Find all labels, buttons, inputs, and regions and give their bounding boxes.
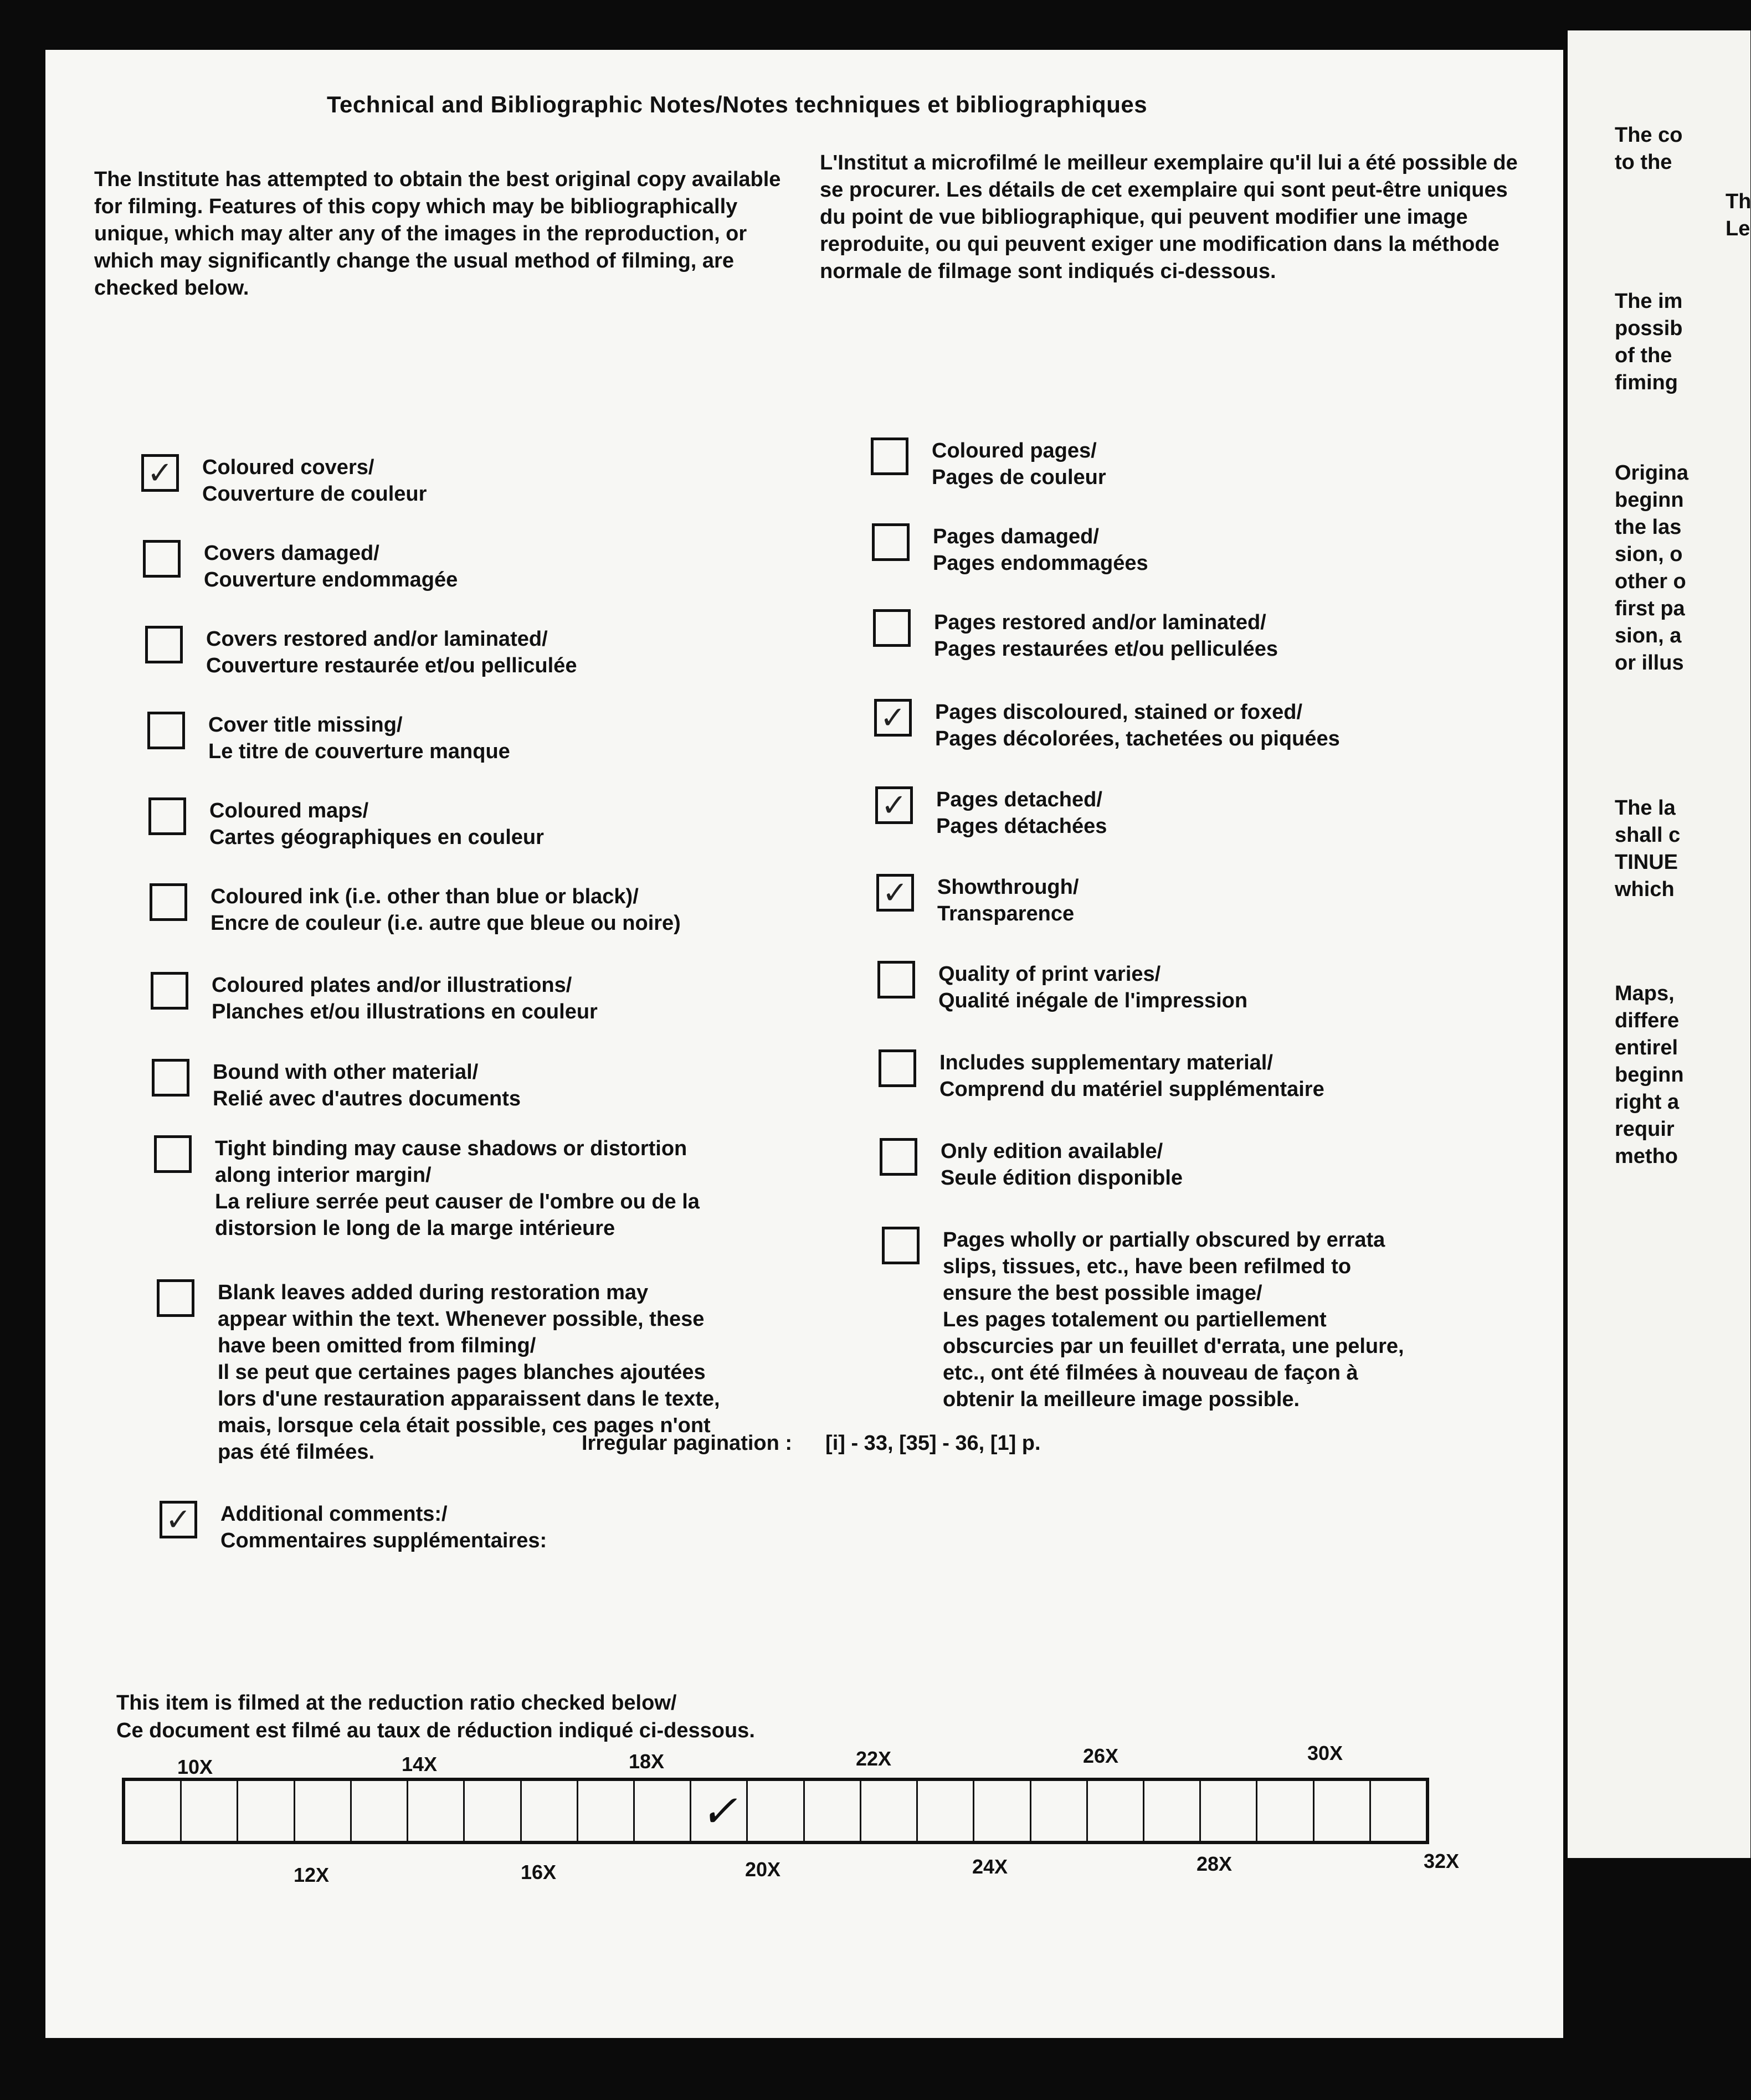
next-page-fragment: Th Le [1726,190,1751,240]
checkbox-label: Additional comments:/ Commentaires supplémentaires: [220,1502,547,1552]
ratio-cell[interactable] [1314,1781,1371,1841]
ratio-cell[interactable] [125,1781,182,1841]
checkbox-label: Includes supplementary material/ Comprend du matériel supplémentaire [939,1051,1324,1101]
ratio-cell[interactable] [465,1781,521,1841]
ratio-cell[interactable] [805,1781,861,1841]
ratio-cell[interactable] [522,1781,578,1841]
checkbox[interactable]: ✓ [141,454,179,492]
checkbox[interactable]: ✓ [874,699,912,737]
checkbox-label: Quality of print varies/ Qualité inégale de l'impression [938,962,1248,1012]
checkbox-item-cover-title-missing [147,712,510,765]
ratio-label: 30X [1307,1742,1343,1764]
checkbox-label: Coloured maps/ Cartes géographiques en couleur [209,799,544,849]
next-page-fragment: The im possib of the fiming [1615,290,1683,394]
intro-english: The Institute has attempted to obtain the best original copy available for filming. Features of this copy which may be bibliographically unique, which may alter any of the images in the reproduction, or which may significantly change the usual method of filming, are checked below. [94,168,781,300]
ratio-cell[interactable] [1144,1781,1201,1841]
checkbox-label: Pages detached/ Pages détachées [936,788,1107,838]
checkbox-label: Pages restored and/or laminated/ Pages restaurées et/ou pelliculées [934,611,1278,661]
checkbox[interactable]: ✓ [160,1501,197,1538]
checkbox-label: Coloured pages/ Pages de couleur [932,439,1106,489]
ratio-cell[interactable] [1031,1781,1088,1841]
checkbox[interactable] [882,1227,920,1264]
checkbox-label: Coloured plates and/or illustrations/ Planches et/ou illustrations en couleur [212,974,598,1023]
checkbox[interactable] [872,523,910,561]
checkbox-label: Pages wholly or partially obscured by errata slips, tissues, etc., have been refilmed to ensure the best possible image/ Les pages totalement ou partiellement obscurcies par un feuillet d'errata, une pelure, etc., ont été filmées à nouveau de façon à obtenir la meilleure image possible. [943,1228,1404,1411]
checkbox-label: Showthrough/ Transparence [937,876,1079,925]
ratio-label: 26X [1083,1744,1119,1767]
comment-value: [i] - 33, [35] - 36, [1] p. [825,1432,1041,1455]
comment-label: Irregular pagination : [582,1432,793,1455]
ratio-label: 20X [745,1858,781,1881]
checkbox-item-additional-comments [160,1501,547,1554]
reduction-ratio-grid [122,1778,1429,1844]
checkbox-label: Coloured covers/ Couverture de couleur [202,456,427,506]
ratio-label: 24X [972,1855,1008,1878]
checkbox[interactable] [151,972,188,1010]
ratio-cell[interactable] [1201,1781,1257,1841]
ratio-cell[interactable] [635,1781,691,1841]
checkbox-item-pages-detached [875,786,1107,840]
checkbox-item-supplementary-material [879,1049,1324,1103]
next-page-fragment: Maps, differe entirel beginn right a requir metho [1615,982,1684,1168]
checkbox-label: Only edition available/ Seule édition disponible [941,1140,1183,1190]
ratio-label: 28X [1197,1852,1233,1875]
next-page-fragment: The co to the [1615,123,1683,174]
ratio-label: 12X [294,1864,330,1886]
checkbox-item-quality-of-print [877,961,1247,1014]
ratio-cell[interactable] [578,1781,635,1841]
checkbox-item-covers-restored [145,626,577,679]
ratio-cell[interactable] [408,1781,465,1841]
checkbox-item-coloured-pages [871,437,1106,491]
checkbox-item-tight-binding [154,1135,700,1242]
checkbox-label: Blank leaves added during restoration may appear within the text. Whenever possible, these have been omitted from filming/ Il se peut que certaines pages blanches ajoutées lors d'une restauration apparaissent dans le texte, mais, lorsque cela était possible, ces pages n'ont pas été filmées. [218,1281,720,1464]
checkbox-label: Coloured ink (i.e. other than blue or black)/ Encre de couleur (i.e. autre que bleue ou noire) [210,885,681,935]
checkbox[interactable] [143,540,181,578]
checkbox[interactable] [150,883,187,921]
ratio-cell[interactable] [1088,1781,1144,1841]
page-title: Technical and Bibliographic Notes/Notes techniques et bibliographiques [327,91,1148,117]
ratio-cell[interactable] [352,1781,408,1841]
checkbox[interactable] [880,1138,917,1176]
checkbox-item-pages-restored [873,609,1278,662]
ratio-cell[interactable] [238,1781,295,1841]
next-page-fragment: Origina beginn the las sion, o other o first pa sion, a or illus [1615,461,1689,675]
ratio-cell-checked[interactable]: ✓ [691,1781,748,1841]
comment-line [582,1432,1041,1455]
checkbox[interactable] [148,797,186,835]
ratio-cell[interactable] [1371,1781,1426,1841]
ratio-cell[interactable] [974,1781,1031,1841]
checkbox-label: Covers damaged/ Couverture endommagée [204,542,458,591]
checkbox-item-coloured-ink [150,883,681,936]
checkbox-label: Pages damaged/ Pages endommagées [933,525,1148,575]
checkbox[interactable] [877,961,915,998]
checkbox-label: Cover title missing/ Le titre de couverture manque [208,713,510,763]
checkbox-item-pages-obscured [882,1227,1404,1413]
checkbox-label: Covers restored and/or laminated/ Couverture restaurée et/ou pelliculée [206,627,577,677]
checkbox-item-pages-damaged [872,523,1148,577]
checkbox-item-covers-damaged [143,540,458,593]
checkbox[interactable] [152,1059,189,1097]
checkbox[interactable] [871,437,908,475]
checkbox-label: Bound with other material/ Relié avec d'autres documents [213,1061,521,1110]
checkbox-item-only-edition [880,1138,1183,1191]
ratio-label: 18X [629,1750,665,1773]
ratio-cell[interactable] [1257,1781,1314,1841]
ratio-cell[interactable] [295,1781,352,1841]
checkbox-item-bound-with [152,1059,521,1112]
ratio-label: 14X [402,1753,438,1775]
intro-french: L'Institut a microfilmé le meilleur exemplaire qu'il lui a été possible de se procurer. Les détails de cet exemplaire qui sont peut-être uniques du point de vue bibliographique, qui peuvent modifier une image reproduite, ou qui peuvent exiger une modification dans la méthode normale de filmage sont indiqués ci-dessous. [820,151,1518,283]
checkbox-item-showthrough [876,874,1079,927]
checkbox-label: Pages discoloured, stained or foxed/ Pages décolorées, tachetées ou piquées [935,701,1340,750]
checkbox[interactable]: ✓ [876,874,914,912]
ratio-cell[interactable] [748,1781,804,1841]
checkbox-item-coloured-maps [148,797,544,851]
checkbox-label: Tight binding may cause shadows or distortion along interior margin/ La reliure serrée peut causer de l'ombre ou de la distorsion le long de la marge intérieure [215,1137,700,1240]
ratio-label: 16X [521,1861,557,1883]
checkbox-item-coloured-plates [151,972,598,1025]
ratio-text-french: Ce document est filmé au taux de réduction indiqué ci-dessous. [116,1719,755,1742]
checkbox[interactable]: ✓ [875,786,913,824]
ratio-label: 10X [177,1756,213,1778]
checkbox[interactable] [157,1279,194,1317]
checkbox-item-pages-discoloured [874,699,1340,752]
ratio-cell[interactable] [918,1781,974,1841]
checkbox[interactable] [154,1135,192,1173]
checkbox[interactable] [879,1049,916,1087]
ratio-text-english: This item is filmed at the reduction ratio checked below/ [116,1691,677,1715]
checkbox-item-coloured-covers [141,454,427,507]
ratio-label: 22X [856,1747,892,1770]
reduction-ratio-text [116,1689,1003,1744]
next-page-fragment: The la shall c TINUE which [1615,796,1681,901]
checkbox[interactable] [147,712,185,749]
checkbox[interactable] [873,609,911,647]
ratio-label: 32X [1424,1850,1460,1872]
checkbox[interactable] [145,626,183,663]
ratio-cell[interactable] [182,1781,238,1841]
ratio-cell[interactable] [861,1781,918,1841]
